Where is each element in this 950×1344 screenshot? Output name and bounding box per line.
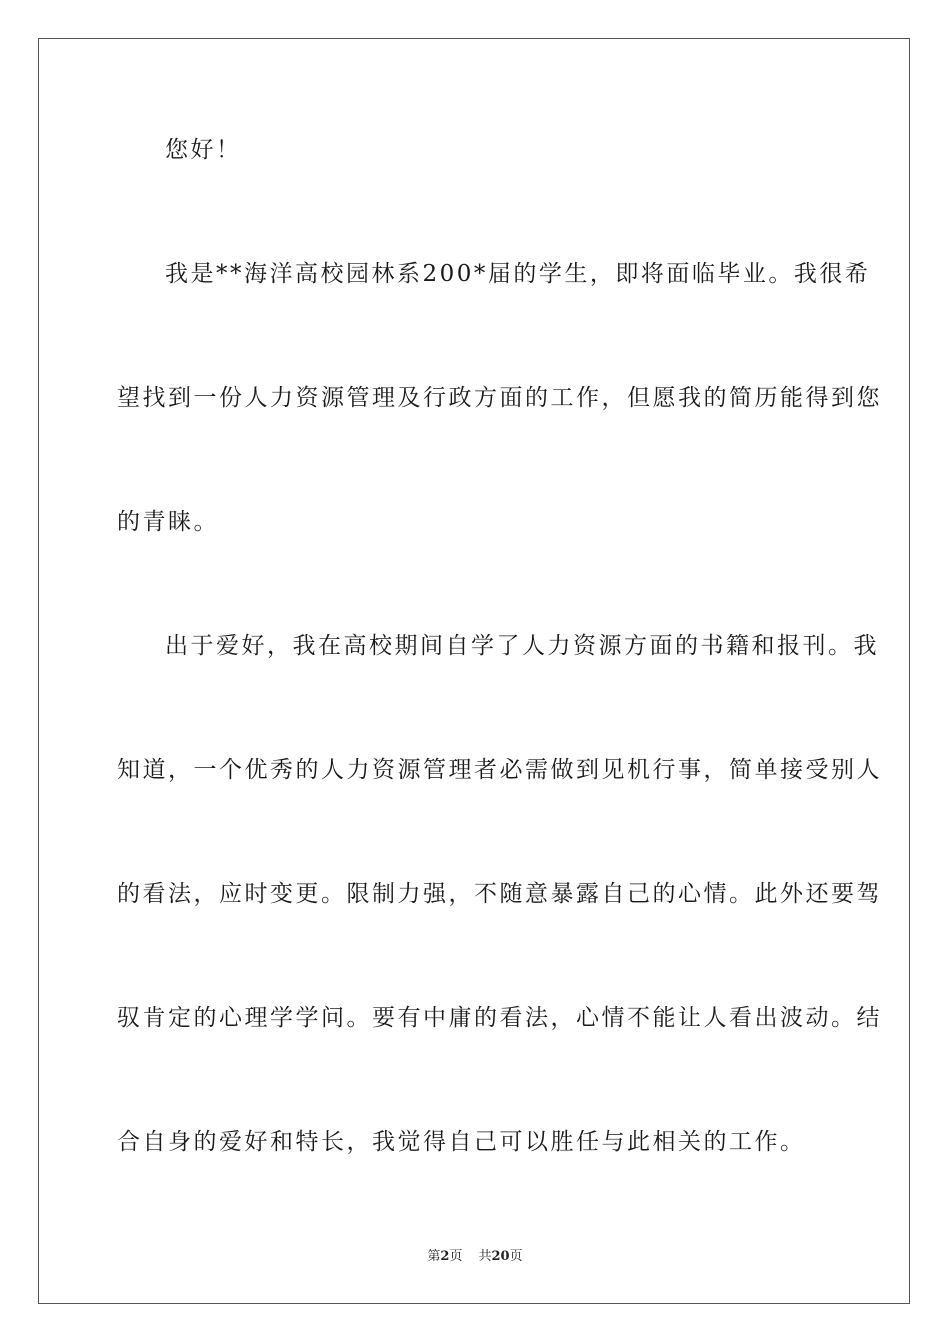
paragraph-2-line-5: 合自身的爱好和特长，我觉得自己可以胜任与此相关的工作。 — [117, 1129, 806, 1155]
current-page-number: 2 — [440, 1249, 450, 1264]
paragraph-1-line-3: 的青睐。 — [117, 509, 219, 535]
paragraph-1-line-2: 望找到一份人力资源管理及行政方面的工作，但愿我的简历能得到您 — [117, 385, 882, 411]
paragraph-1-line-1: 我是**海洋高校园林系200*届的学生，即将面临毕业。我很希 — [165, 261, 871, 287]
paragraph-2-line-4: 驭肯定的心理学学问。要有中庸的看法，心情不能让人看出波动。结 — [117, 1005, 882, 1031]
paragraph-2-line-1: 出于爱好，我在高校期间自学了人力资源方面的书籍和报刊。我 — [165, 633, 879, 659]
page-suffix: 页 — [449, 1249, 463, 1264]
paragraph-2-line-2: 知道，一个优秀的人力资源管理者必需做到见机行事，简单接受别人 — [117, 757, 882, 783]
salutation: 您好！ — [165, 137, 242, 163]
total-page-count: 20 — [491, 1249, 510, 1264]
paragraph-2-line-3: 的看法，应时变更。限制力强，不随意暴露自己的心情。此外还要驾 — [117, 881, 882, 907]
page-prefix: 第 — [427, 1249, 441, 1264]
total-suffix: 页 — [509, 1249, 523, 1264]
page-border — [38, 38, 910, 1304]
page-footer — [0, 1248, 950, 1266]
total-prefix: 共 — [478, 1249, 492, 1264]
